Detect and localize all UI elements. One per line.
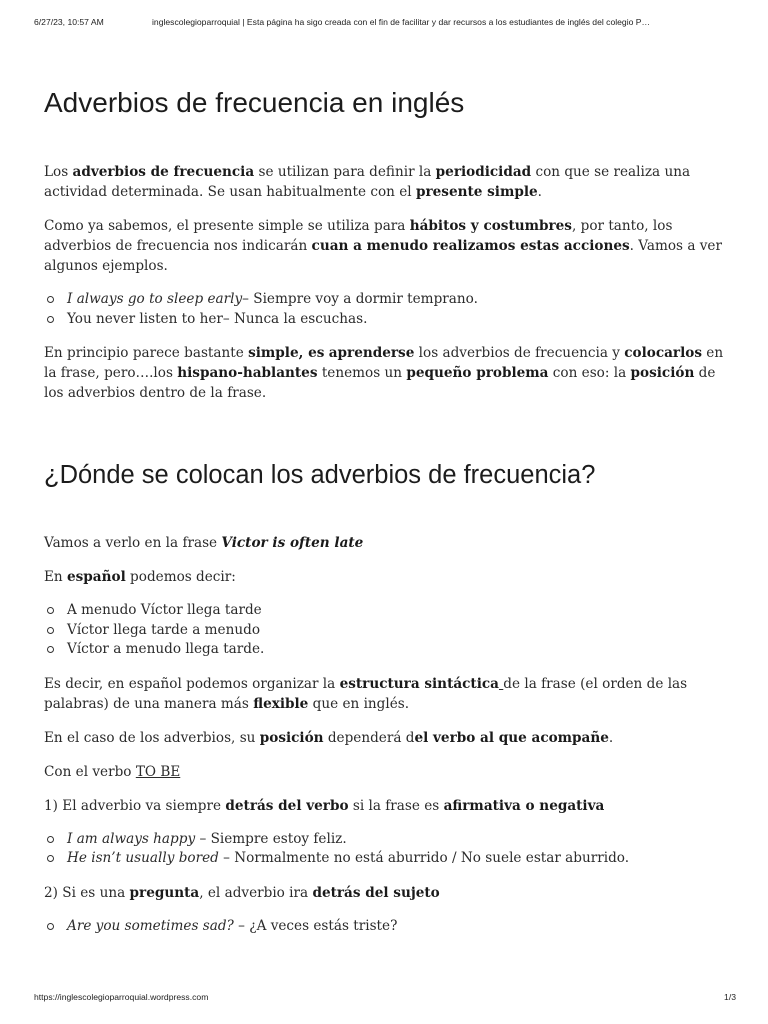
position-paragraph: En principio parece bastante simple, es aprenderse los adverbios de frecuencia y colocarlos en la frase, pero….los hispano-hablantes tenemos un pequeño problema con eso: la posición de los adverbios dentro de la frase. [44,345,724,401]
to-be-paragraph: Con el verbo TO BE [44,763,181,780]
list-item: I always go to sleep early– Siempre voy a dormir temprano. [44,290,734,310]
spanish-paragraph: En español podemos decir: [44,569,236,585]
spanish-example-list [44,601,734,660]
print-footer [34,992,736,1002]
intro-paragraph: Los adverbios de frecuencia se utilizan para definir la periodicidad con que se realiza una actividad determinada. Se usan habitualmente con el presente simple. [44,164,691,200]
example-sentence-paragraph: Vamos a verlo en la frase Victor is often late [44,535,364,551]
list-item: He isn’t usually bored – Normalmente no está aburrido / No suele estar aburrido. [44,849,734,869]
list-item: Are you sometimes sad? – ¿A veces estás triste? [44,917,734,937]
list-item: A menudo Víctor llega tarde [44,601,734,621]
syntax-paragraph: Es decir, en español podemos organizar la estructura sintáctica de la frase (el orden de las palabras) de una manera más flexible que en inglés. [44,675,688,712]
adverb-position-paragraph: En el caso de los adverbios, su posición dependerá del verbo al que acompañe. [44,729,614,746]
list-item: I am always happy – Siempre estoy feliz. [44,830,734,850]
rule-2-example-list [44,917,734,937]
print-header [34,17,748,27]
page-title: Adverbios de frecuencia en inglés [44,87,465,118]
list-item: Víctor llega tarde a menudo [44,621,734,641]
habits-paragraph: Como ya sabemos, el presente simple se utiliza para hábitos y costumbres, por tanto, los adverbios de frecuencia nos indicarán cuan a menudo realizamos estas acciones. Vamos a ver algunos ejemplos. [44,218,722,274]
rule-2-paragraph: 2) Si es una pregunta, el adverbio ira detrás del sujeto [44,884,440,901]
list-item: You never listen to her– Nunca la escuchas. [44,310,734,330]
page-number: 1/3 [724,992,736,1002]
rule-1-paragraph: 1) El adverbio va siempre detrás del verbo si la frase es afirmativa o negativa [44,797,605,814]
rule-1-example-list [44,830,734,869]
article-body [44,82,734,950]
list-item: Víctor a menudo llega tarde. [44,640,734,660]
print-date: 6/27/23, 10:57 AM [34,17,104,27]
page-url: https://inglescolegioparroquial.wordpress.com [34,992,209,1002]
example-list [44,290,734,329]
print-page-title: inglescolegioparroquial | Esta página ha sigo creada con el fin de facilitar y dar recursos a los estudiantes de inglés del colegio P… [152,17,651,27]
section-heading: ¿Dónde se colocan los adverbios de frecuencia? [44,461,596,489]
